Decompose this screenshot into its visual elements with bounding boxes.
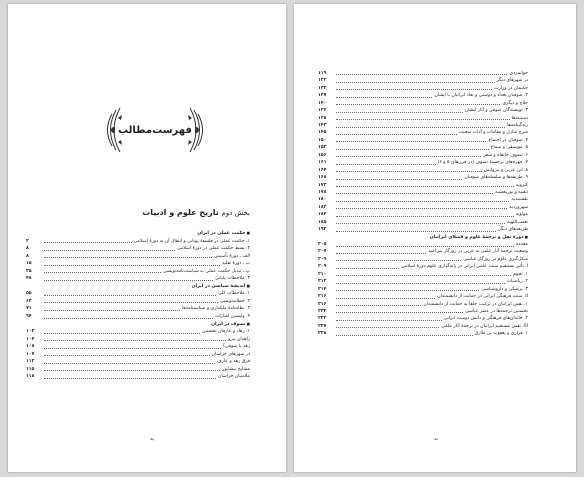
toc-entry-page: ۱۴۰ [318, 100, 327, 106]
dot-leader [336, 208, 507, 209]
dot-leader [44, 257, 212, 258]
left-page [8, 4, 286, 472]
toc-entry-page: ۷۱ [26, 306, 32, 312]
toc-entry-page: ۱۵۶ [318, 152, 327, 158]
dot-leader [44, 318, 213, 319]
dot-leader [336, 74, 507, 75]
toc-entry-page: ۱۲۲ [318, 78, 327, 84]
dot-leader [336, 97, 432, 98]
toc-entry [26, 373, 250, 381]
toc-entry [318, 85, 528, 92]
toc-entry [26, 238, 250, 246]
toc-entry-page: ۱۳۷ [318, 93, 327, 99]
toc-entry [318, 152, 528, 159]
toc-entry [318, 144, 528, 151]
toc-entry-page: ۱۷۳ [318, 182, 327, 188]
toc-entry [26, 358, 250, 366]
dot-leader [336, 89, 492, 90]
toc-list-right [318, 70, 528, 338]
toc-entry-title: ۱. حکمت عملی در فلسفهٔ یونانی و انتقال آن به دورهٔ اسلامی [133, 238, 250, 244]
toc-entry [26, 336, 250, 344]
toc-entry-page: ۱۳۸ [318, 115, 327, 121]
toc-entry-page: ۲۰۹ [318, 256, 327, 262]
toc-entry-title: ۸. ابن عربی و پیروانش [483, 167, 528, 173]
toc-entry-page: ۴۸ [26, 276, 32, 282]
toc-entry [318, 323, 528, 330]
toc-entry [318, 226, 528, 233]
toc-list-left [26, 230, 250, 381]
page-number: نه [434, 436, 439, 442]
toc-chapter-heading [26, 230, 250, 238]
dot-leader [336, 320, 442, 321]
toc-entry-title: پ ـ تبدیل حکمت عملی به سیاست‌نامه‌نویسی [163, 268, 250, 274]
dot-leader [44, 295, 216, 296]
toc-entry-title: وضعیت ترجمهٔ آثار علمی به عربی در روزگار بنی‌امیه [428, 249, 528, 255]
toc-entry-page: ۲۱۰ [318, 271, 327, 277]
toc-entry-title: ۵. موسیقی و سماع [490, 145, 528, 151]
dot-leader [336, 179, 462, 180]
toc-entry-title: ۹. طریقه‌ها و سلسله‌های صوفیان [464, 175, 528, 181]
toc-entry [318, 167, 528, 174]
toc-entry-title: ۱. ملاحظات کلی [218, 291, 250, 297]
section-heading [142, 208, 250, 217]
toc-entry [318, 107, 528, 114]
dot-leader [336, 312, 463, 313]
toc-entry [26, 313, 250, 321]
dot-leader [44, 265, 220, 266]
toc-entry [318, 174, 528, 181]
toc-entry-title: ۳. پزشکی و داروشناسی [481, 286, 528, 292]
dot-leader [44, 310, 180, 311]
toc-entry [318, 271, 528, 278]
toc-entry-page: ۱۹۲ [318, 227, 327, 233]
dot-leader [44, 348, 221, 349]
toc-entry [318, 100, 528, 107]
toc-entry [318, 77, 528, 84]
toc-entry-page: ۲۰۵ [318, 242, 327, 248]
toc-entry-title: I. تأثیر مستقیم سنت علمی ایرانی در پایه‌گذاری علوم دورهٔ اسلامی [401, 264, 528, 270]
dot-leader [44, 340, 226, 341]
dot-leader [336, 141, 486, 142]
toc-entry-page: ۲۱۴ [318, 286, 327, 292]
toc-entry-page: ۱۵۲ [318, 145, 327, 151]
dot-leader [336, 156, 481, 157]
toc-entry-page: ۱۷۸ [318, 189, 327, 195]
toc-entry-title: حکیمان در وزارت [494, 85, 528, 91]
toc-entry-page: ۲ [26, 238, 29, 244]
toc-entry-title: شرح منازل و مقامات و آداب صحبت [458, 130, 528, 136]
toc-entry [26, 366, 250, 374]
toc-entry-page: ۱۶۴ [318, 167, 327, 173]
toc-entry-title: ۲. صوفیان بغداد و دوستی و نفاذ ایرانیان با ایشان [434, 93, 528, 99]
toc-entry-page: ۱۱۲ [26, 359, 35, 365]
dot-leader [44, 280, 213, 281]
toc-entry [26, 268, 250, 276]
dot-leader [336, 119, 510, 120]
dot-leader [336, 104, 500, 105]
toc-entry-title: ب ـ دورهٔ تقلید [222, 261, 250, 267]
toc-entry [318, 196, 528, 203]
dot-leader [336, 186, 514, 187]
toc-entry-title: ۲. خاندان‌های فرهنگی و دانش دوست ایرانی [443, 316, 528, 322]
toc-entry-title: زندگینامه‌ها [506, 123, 528, 129]
dot-leader [336, 223, 505, 224]
toc-entry-title: II. سنت فرهنگی ایرانی در حمایت از دانشمندان [437, 294, 528, 300]
toc-entry-title: ۲. خطابه‌نویسی [220, 298, 250, 304]
toc-entry-title: نقشبندیه [511, 197, 528, 203]
toc-entry-page: ۱۴۵ [318, 130, 327, 136]
dot-leader [336, 201, 509, 202]
toc-entry [26, 328, 250, 336]
toc-entry [26, 305, 250, 313]
toc-entry-title: ■ تصوف در ایران [211, 321, 250, 329]
dot-leader [336, 335, 473, 336]
dot-leader [44, 378, 216, 379]
toc-entry-page: ۲۰۷ [318, 249, 327, 255]
toc-entry-title: دستینه‌ها [511, 115, 528, 121]
toc-entry-page: ۱۸۴ [318, 212, 327, 218]
toc-title: فهرست‌مطالب [115, 125, 195, 136]
toc-entry-title: ■ حکمت عملی در ایران [197, 230, 250, 238]
toc-entry-title: زهد یا صوفی؟ [222, 344, 250, 350]
toc-entry-page: ۲۲۸ [318, 331, 327, 337]
toc-entry-page: ۸ [26, 246, 29, 252]
toc-entry-page: ۱۸۲ [318, 204, 327, 210]
toc-entry-page: ۱۰۸ [26, 344, 35, 350]
dot-leader [336, 164, 436, 165]
toc-entry-page: ۸ [26, 253, 29, 259]
toc-entry-page: ۲۱۶ [318, 301, 327, 307]
toc-entry-title: الف ـ دورهٔ تأسیس [214, 253, 250, 259]
toc-entry [318, 122, 528, 129]
toc-entry [318, 256, 528, 263]
toc-entry [318, 278, 528, 285]
toc-entry-title: مقدمه [515, 242, 528, 248]
toc-entry-page: ۱۰۴ [26, 336, 35, 342]
dot-leader [44, 302, 218, 303]
section-prefix: بخش دوم [221, 209, 250, 217]
dot-leader [336, 231, 496, 232]
toc-entry-title: III. نقش مستقیم ایرانیان در ترجمهٔ آثار علمی [441, 323, 528, 329]
toc-entry-title: ۳. ملاحظات پایانی [215, 276, 250, 282]
toc-entry-page: ۲۲۷ [318, 323, 327, 329]
dot-leader [336, 134, 457, 135]
dot-leader [336, 253, 426, 254]
dot-leader [44, 250, 175, 251]
dot-leader [336, 290, 479, 291]
toc-entry-title: فرق زهد و عارف [216, 359, 250, 365]
toc-entry-title: ذهبیه و نوربخشیه [495, 189, 528, 195]
dot-leader [336, 149, 489, 150]
toc-entry-title: در شهرهای دیگر [496, 78, 528, 84]
toc-entry [318, 115, 528, 122]
toc-entry-page: ۲۲۲ [318, 308, 327, 314]
toc-entry [318, 211, 528, 218]
toc-entry-title: ۲. ریاضیات [506, 279, 528, 285]
toc-entry-page: ۱۵۰ [318, 137, 327, 143]
dot-leader [336, 275, 511, 276]
toc-entry-page: ۹۴ [26, 314, 32, 320]
toc-entry [26, 298, 250, 306]
dot-leader [44, 355, 210, 356]
toc-ornament [100, 100, 210, 160]
dot-leader [336, 82, 495, 83]
toc-entry-page: ۱۶۱ [318, 160, 327, 166]
toc-entry-title: حلاج و دیگری [502, 100, 528, 106]
toc-entry-page: ۶۳ [26, 298, 32, 304]
toc-chapter-heading [26, 283, 250, 291]
toc-entry-title: ۳. نظامنامهٔ ملکداری و سیاستنامه‌ها [181, 306, 250, 312]
dot-leader [336, 298, 435, 299]
toc-entry-title: طریقه‌های دیگر [498, 227, 528, 233]
toc-entry [318, 182, 528, 189]
dot-leader [44, 363, 215, 364]
toc-entry-page: ۲۰۹ [318, 264, 327, 270]
toc-entry [318, 308, 528, 315]
dot-leader [336, 268, 399, 269]
toc-entry-title: ۱. نجوم [513, 271, 528, 277]
dot-leader [336, 327, 439, 328]
toc-entry [318, 330, 528, 337]
dot-leader [44, 370, 220, 371]
toc-entry-title: سهروردیه [509, 204, 528, 210]
toc-entry-page: ۱۱۵ [26, 366, 35, 372]
toc-entry [26, 351, 250, 359]
page-number: یه [150, 436, 155, 442]
dot-leader [44, 272, 161, 273]
dot-leader [336, 246, 514, 247]
toc-entry [318, 70, 528, 77]
toc-entry-page: ۱۴۳ [318, 123, 327, 129]
toc-entry [26, 343, 250, 351]
dot-leader [44, 333, 200, 334]
dot-leader [336, 260, 461, 261]
toc-entry-title: نعمت‌اللهیه [507, 219, 528, 225]
toc-entry-page: ۱۰۲ [26, 329, 35, 335]
toc-entry [318, 241, 528, 248]
toc-entry-title: زاهدان پیرو [228, 336, 250, 342]
dot-leader [336, 193, 493, 194]
toc-entry-page: ۱۳۶ [318, 108, 327, 114]
toc-entry-title: شکل‌گیری علوم در روزگار عباسی [463, 256, 528, 262]
toc-entry [318, 189, 528, 196]
toc-entry-title: در شهرهای خراسان [211, 351, 250, 357]
toc-entry [26, 290, 250, 298]
toc-entry-page: ۲۲۳ [318, 316, 327, 322]
toc-entry [26, 245, 250, 253]
toc-entry [318, 137, 528, 144]
toc-entry-page: ۲۵ [26, 268, 32, 274]
toc-entry [318, 301, 528, 308]
toc-entry-page: ۱۸۰ [318, 197, 327, 203]
dot-leader [336, 171, 482, 172]
toc-entry [318, 219, 528, 226]
toc-entry-title: ۴. صوفیان در اجتماع [488, 137, 528, 143]
toc-entry [318, 130, 528, 137]
toc-entry [26, 275, 250, 283]
toc-entry [318, 204, 528, 211]
toc-entry [318, 315, 528, 322]
toc-entry-title: ۶. تصوف خانقاه و شعر [483, 152, 528, 158]
dot-leader [336, 305, 421, 306]
section-title: تاریخ علوم و ادبیات [142, 208, 219, 217]
toc-entry [318, 92, 528, 99]
dot-leader [336, 127, 505, 128]
toc-entry-title: مشایخ نیشابور [222, 366, 250, 372]
toc-chapter-heading [318, 234, 528, 241]
toc-entry [318, 293, 528, 300]
toc-entry-title: جوانمردی [509, 70, 528, 76]
toc-entry-title: کبرویه [515, 182, 528, 188]
dot-leader [44, 242, 132, 243]
toc-chapter-heading [26, 321, 250, 329]
toc-entry-page: ۲۱۲ [318, 279, 327, 285]
toc-entry-title: ۱. زهاد و عارفان نخستین [201, 329, 250, 335]
toc-entry [26, 253, 250, 261]
toc-entry-title: ۲. بسط حکمت عملی در دورهٔ اسلامی [176, 246, 250, 252]
dot-leader [336, 283, 505, 284]
toc-entry [318, 249, 528, 256]
toc-entry-page: ۱۱۹ [318, 70, 327, 76]
dot-leader [336, 112, 463, 113]
toc-entry-title: ملامتیان خراسان [218, 374, 250, 380]
toc-entry [318, 286, 528, 293]
toc-entry-title: مولویه [515, 212, 528, 218]
toc-entry [318, 159, 528, 166]
toc-entry-page: ۲۱۶ [318, 294, 327, 300]
toc-entry-page: ۱۳۲ [318, 85, 327, 91]
dot-leader [336, 216, 514, 217]
toc-entry-page: ۱۱۸ [26, 374, 35, 380]
toc-entry-title: نخستین ترجمه‌ها در عصر عباسی [465, 308, 528, 314]
toc-entry [26, 260, 250, 268]
toc-entry-page: ۵۵ [26, 291, 32, 297]
toc-entry-page: ۱۰۷ [26, 351, 35, 357]
toc-entry [318, 263, 528, 270]
toc-entry-title: ۱. نقش ایرانیان در ترغیب خلفا به حمایت از دانشمندان [423, 301, 528, 307]
toc-entry-title: ۱. فزاری و یعقوب بن طارق [474, 331, 528, 337]
toc-entry-title: ■ دورهٔ نقل و ترجمهٔ علوم و فضلای ایرانیان [430, 234, 528, 241]
toc-entry-title: ۳. نویسندگان صوفی و آثار ایشان [464, 108, 528, 114]
toc-entry-page: ۱۸۵ [318, 219, 327, 225]
toc-entry-title: ۷. چهره‌های برجستهٔ تصوف (در قرن‌های ۵ و ۶) [437, 160, 528, 166]
toc-entry-page: ۱۵ [26, 261, 32, 267]
toc-entry-title: ۴. واپسین اشارات [215, 314, 250, 320]
toc-entry-title: ■ اندیشهٔ سیاسی در ایران [192, 283, 250, 291]
right-page [294, 4, 576, 472]
toc-entry-page: ۱۶۸ [318, 175, 327, 181]
